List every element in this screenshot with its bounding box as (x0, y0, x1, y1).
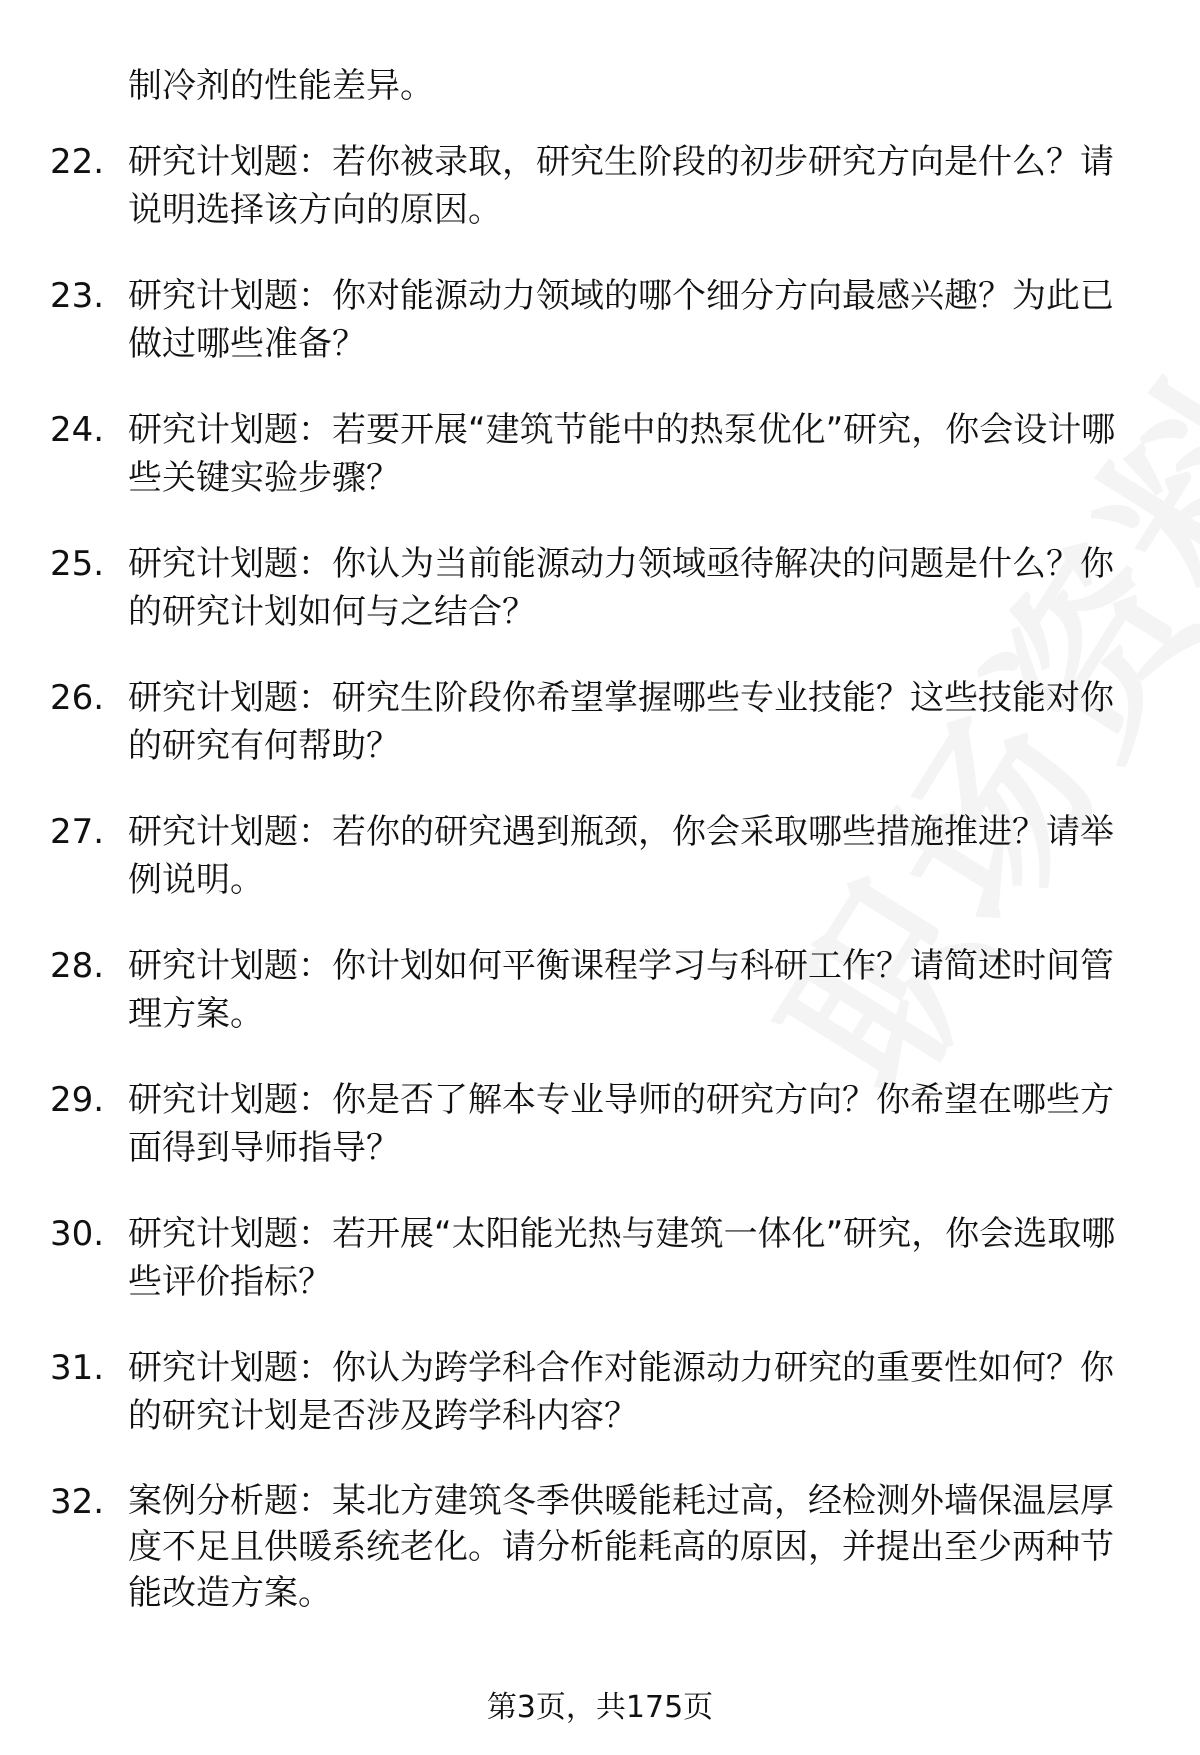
question-text: 研究计划题：研究生阶段你希望掌握哪些专业技能？这些技能对你的研究有何帮助？ (128, 678, 1114, 766)
question-number: 24. (50, 410, 105, 450)
question-item (50, 272, 1140, 368)
question-text: 研究计划题：你对能源动力领域的哪个细分方向最感兴趣？为此已做过哪些准备？ (128, 276, 1114, 364)
question-text: 研究计划题：你计划如何平衡课程学习与科研工作？请简述时间管理方案。 (128, 946, 1114, 1034)
question-text: 研究计划题：若你的研究遇到瓶颈，你会采取哪些措施推进？请举例说明。 (128, 812, 1114, 900)
question-number: 23. (50, 276, 105, 316)
question-text: 研究计划题：你是否了解本专业导师的研究方向？你希望在哪些方面得到导师指导？ (128, 1080, 1114, 1168)
question-item (50, 1076, 1140, 1172)
question-number: 30. (50, 1214, 105, 1254)
question-text: 研究计划题：若你被录取，研究生阶段的初步研究方向是什么？请说明选择该方向的原因。 (128, 142, 1114, 230)
question-text: 研究计划题：你认为当前能源动力领域亟待解决的问题是什么？你的研究计划如何与之结合？ (128, 544, 1114, 632)
question-text: 案例分析题：某北方建筑冬季供暖能耗过高，经检测外墙保温层厚度不足且供暖系统老化。请分析能耗高的原因，并提出至少两种节能改造方案。 (128, 1481, 1114, 1613)
page-number-footer: 第3页，共175页 (486, 1690, 714, 1725)
question-number: 28. (50, 946, 105, 986)
question-item (50, 1478, 1140, 1616)
question-number: 32. (50, 1482, 105, 1522)
question-list (50, 138, 1140, 1654)
question-number: 25. (50, 544, 105, 584)
question-text: 研究计划题：若开展“太阳能光热与建筑一体化”研究，你会选取哪些评价指标？ (128, 1214, 1116, 1302)
continuation-text: 制冷剂的性能差异。 (128, 66, 434, 106)
question-item (50, 1210, 1140, 1306)
question-number: 26. (50, 678, 105, 718)
question-number: 29. (50, 1080, 105, 1120)
question-item (50, 406, 1140, 502)
question-item (50, 942, 1140, 1038)
question-item (50, 808, 1140, 904)
question-item (50, 1344, 1140, 1440)
question-number: 31. (50, 1348, 105, 1388)
question-item (50, 540, 1140, 636)
question-text: 研究计划题：若要开展“建筑节能中的热泵优化”研究，你会设计哪些关键实验步骤？ (128, 410, 1116, 498)
question-item (50, 138, 1140, 234)
question-text: 研究计划题：你认为跨学科合作对能源动力研究的重要性如何？你的研究计划是否涉及跨学科内容？ (128, 1348, 1114, 1436)
question-number: 27. (50, 812, 105, 852)
question-number: 22. (50, 142, 105, 182)
question-item (50, 674, 1140, 770)
